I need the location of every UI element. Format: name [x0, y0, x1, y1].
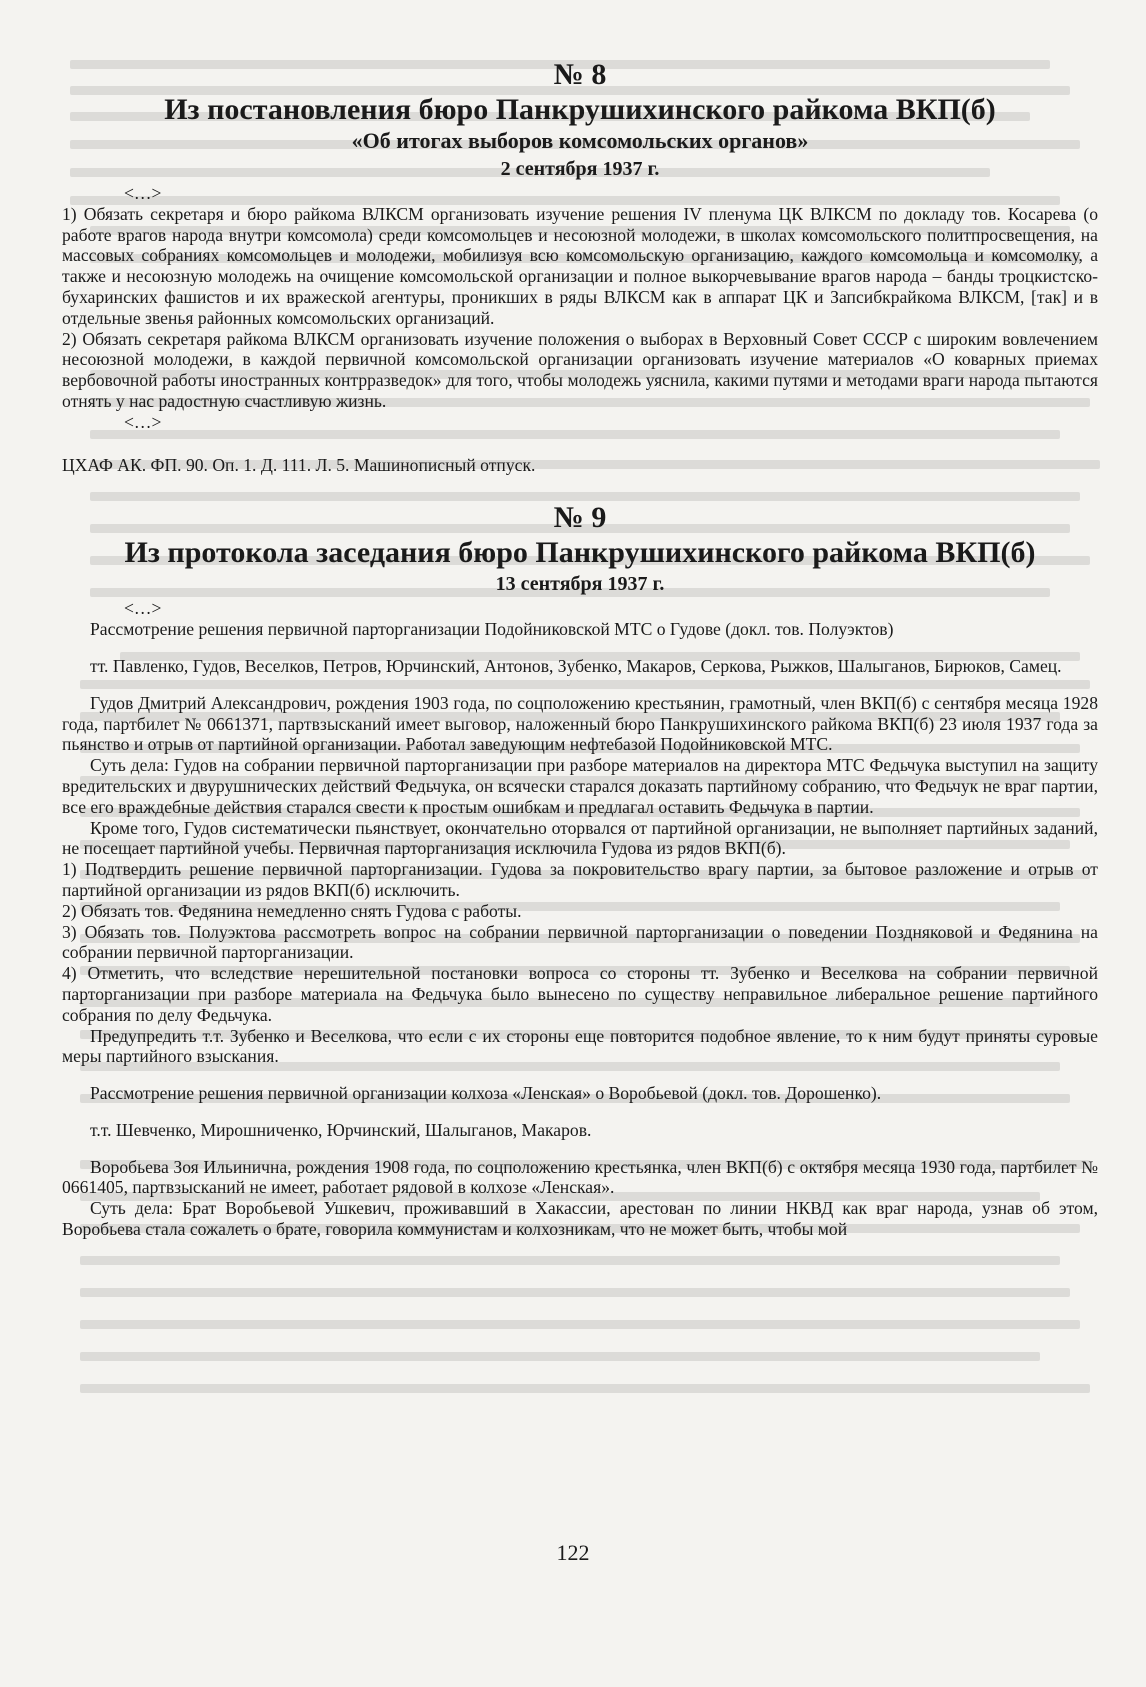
doc9-essence-gudov: Суть дела: Гудов на собрании первичной парторганизации при разборе материалов на директора МТС Федьчука выступил на защиту вредительских и двурушнических действий Федьчука, он всячески старался доказать партийному собранию, что Федьчук не враг партии, все его враждебные действия старался свести к простым ошибкам и предлагал оставить Федьчука в партии.: [62, 755, 1098, 817]
document-body: [62, 58, 1098, 1240]
doc9-warning: Предупредить т.т. Зубенко и Веселкова, что если с их стороны еще повторится подобное явление, то к ним будут приняты суровые меры партийного взыскания.: [62, 1025, 1098, 1067]
doc9-more-gudov: Кроме того, Гудов систематически пьянствует, окончательно оторвался от партийной организации, не выполняет партийных заданий, не посещает партийной учебы. Первичная парторганизация исключила Гудова из рядов ВКП(б).: [62, 817, 1098, 859]
doc9-omission: <…>: [124, 598, 162, 619]
doc8-omission-end: <…>: [124, 411, 162, 432]
doc8-subtitle: «Об итогах выборов комсомольских органов»: [351, 128, 809, 153]
doc9-bio-gudov: Гудов Дмитрий Александрович, рождения 1903 года, по соцположению крестьянин, грамотный, член ВКП(б) с сентября месяца 1928 года, партбилет № 0661371, партвзысканий имеет выговор, наложенный бюро Панкрушихинского райкома ВКП(б) 23 июля 1937 года за пьянство и отрыв от партийной организации. Работал заведующим нефтебазой Подойниковской МТС.: [62, 692, 1098, 755]
doc9-decision-3: 3) Обязать тов. Полуэктова рассмотреть вопрос на собрании первичной парторганизации о поведении Поздняковой и Федянина на собрании первичной парторганизации.: [62, 921, 1098, 963]
doc9-date: 13 сентября 1937 г.: [495, 573, 665, 596]
doc8-omission-start: <…>: [124, 183, 162, 203]
doc8-date: 2 сентября 1937 г.: [500, 158, 660, 180]
doc8-title: Из постановления бюро Панкрушихинского райкома ВКП(б): [164, 93, 996, 126]
doc8-number: № 8: [553, 58, 607, 91]
doc9-attendees-2: т.т. Шевченко, Мирошниченко, Юрчинский, Шалыганов, Макаров.: [90, 1119, 592, 1140]
doc9-title: Из протокола заседания бюро Панкрушихинского райкома ВКП(б): [124, 536, 1036, 570]
doc8-archive-source: ЦХАФ АК. ФП. 90. Оп. 1. Д. 111. Л. 5. Машинописный отпуск.: [62, 454, 536, 475]
page-number: 122: [556, 1540, 590, 1565]
doc9-bio-vorobyeva: Воробьева Зоя Ильинична, рождения 1908 года, по соцположению крестьянка, член ВКП(б) с октября месяца 1930 года, партбилет № 0661405, партвзысканий не имеет, работает рядовой в колхозе «Ленская».: [62, 1156, 1098, 1198]
doc9-essence-vorobyeva: Суть дела: Брат Воробьевой Ушкевич, проживавший в Хакассии, арестован по линии НКВД как враг народа, узнав об этом, Воробьева стала сожалеть о брате, говорила коммунистам и колхозникам, что не может быть, чтобы мой: [62, 1198, 1098, 1240]
doc9-decision-2: 2) Обязать тов. Федянина немедленно снять Гудова с работы.: [62, 900, 522, 921]
doc9-attendees-1: тт. Павленко, Гудов, Веселков, Петров, Юрчинский, Антонов, Зубенко, Макаров, Серкова, Рыжков, Шалыганов, Бирюков, Самец.: [90, 655, 1062, 676]
doc8-item-1: 1) Обязать секретаря и бюро райкома ВЛКСМ организовать изучение решения IV пленума ЦК ВЛКСМ по докладу тов. Косарева (о работе врагов народа внутри комсомола) среди комсомольцев и несоюзной молодежи, в школах комсомольского политпросвещения, на массовых собраниях комсомольцев и молодежи, мобилизуя всю комсомольскую организацию, каждого комсомольца и комсомолку, а также и несоюзную молодежь на очищение комсомольской организации и полное выкорчевывание врагов народа – банды троцкистско-бухаринских фашистов и их вражеской агентуры, проникших в ряды ВЛКСМ как в аппарат ЦК и Запсибкрайкома ВЛКСМ, [так] и в отдельные звенья районных комсомольских организаций.: [62, 203, 1098, 328]
doc9-decision-4: 4) Отметить, что вследствие нерешительной постановки вопроса со стороны тт. Зубенко и Веселкова на собрании первичной парторганизации при разборе материала на Федьчука было вынесено по существу неправильное либеральное решение партийного собрания по делу Федьчука.: [62, 963, 1098, 1025]
doc8-item-2: 2) Обязать секретаря райкома ВЛКСМ организовать изучение положения о выборах в Верховный Совет СССР с широким вовлечением несоюзной молодежи, в каждой первичной комсомольской организации организовать изучение материалов «О коварных приемах вербовочной работы иностранных контрразведок» для того, чтобы молодежь уяснила, какими путями и методами враги народа пытаются отнять у нас радостную счастливую жизнь.: [62, 328, 1098, 411]
doc9-agenda-1: Рассмотрение решения первичной парторганизации Подойниковской МТС о Гудове (докл. тов. Полуэктов): [90, 619, 894, 640]
doc9-decision-1: 1) Подтвердить решение первичной парторганизации. Гудова за покровительство врагу партии, за бытовое разложение и отрыв от партийной организации из рядов ВКП(б) исключить.: [62, 859, 1098, 900]
doc9-agenda-2: Рассмотрение решения первичной организации колхоза «Ленская» о Воробьевой (докл. тов. Дорошенко).: [90, 1083, 882, 1104]
doc9-number: № 9: [553, 501, 607, 535]
